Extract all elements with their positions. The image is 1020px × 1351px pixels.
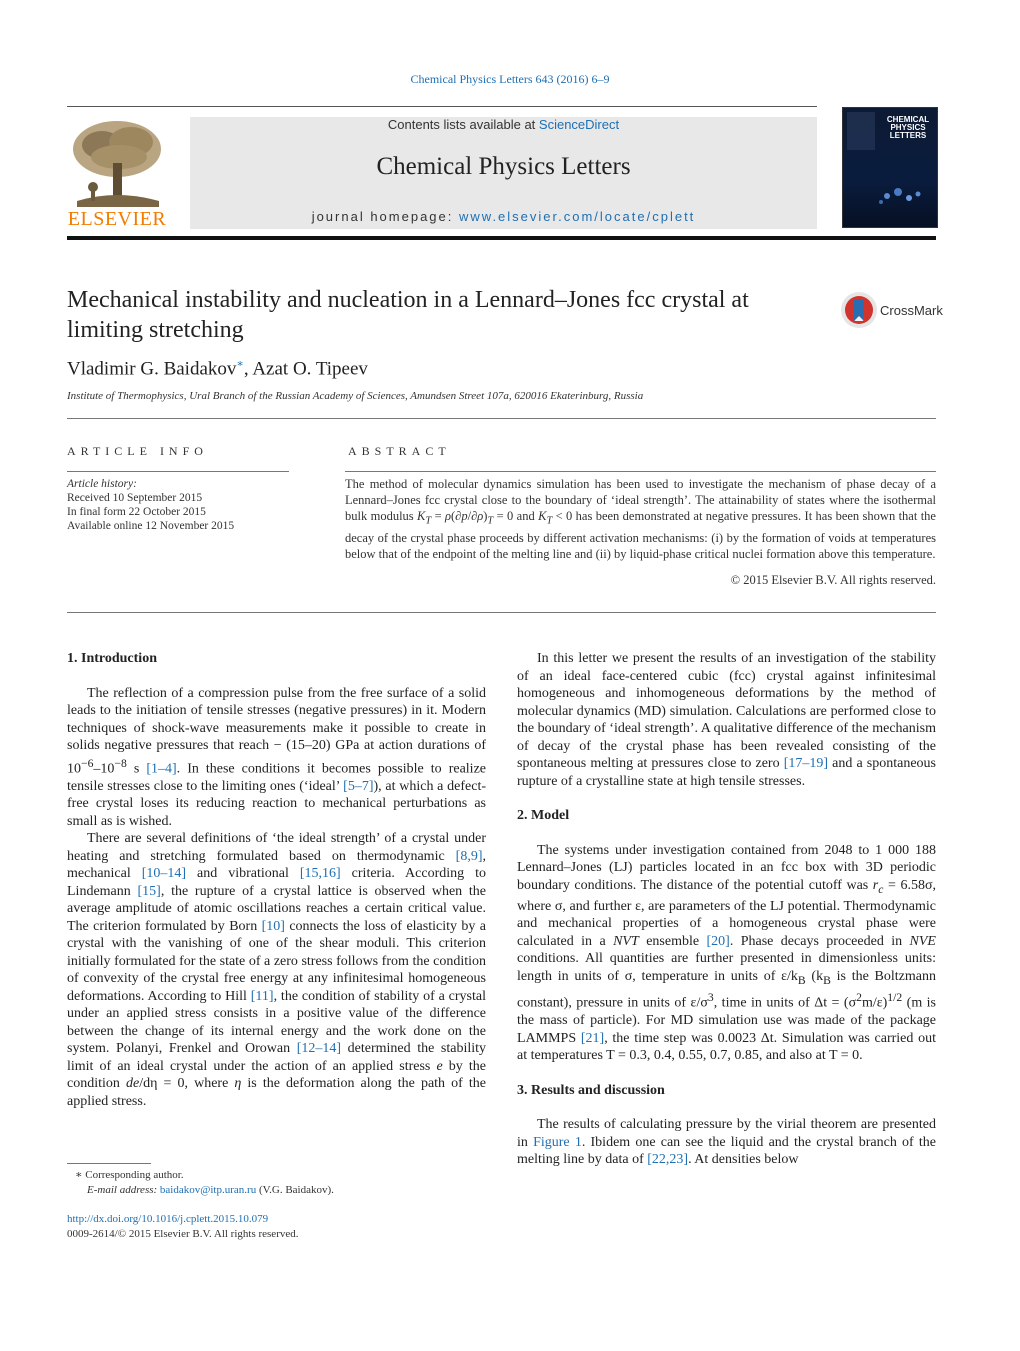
abstract-text: The method of molecular dynamics simulation has been used to investigate the mechanism of phase decay of a Lennard–Jones fcc crystal close to the boundary of ‘ideal strength’. The attainability of states where the isothermal bulk modulus $K_T = \rho(\partial p/\partial\rho)_T = 0$ and $K_T < 0$ has been demonstrated at negative pressures. It has been shown that the decay of the crystal phase proceeds by different activation mechanisms: (i) by the formation of voids at temperatures below that of the endpoint of the melting line and (ii) by liquid-phase critical nuclei formation above this temperature. xyxy=(345,477,936,561)
abstract-rule xyxy=(345,471,936,472)
crossmark-icon xyxy=(840,290,880,330)
email-label: E-mail address: xyxy=(87,1184,160,1196)
article-info-heading: ARTICLE INFO xyxy=(67,444,208,458)
issn-copyright: 0009-2614/© 2015 Elsevier B.V. All rights reserved. xyxy=(67,1228,299,1240)
article-title: Mechanical instability and nucleation in a Lennard–Jones fcc crystal at limiting stretching xyxy=(67,287,749,343)
citation-link[interactable]: [22,23] xyxy=(647,1152,689,1168)
history-label: Article history: xyxy=(67,478,137,490)
sciencedirect-link[interactable]: ScienceDirect xyxy=(538,117,620,132)
abstract-part: The method of molecular dynamics simulation has been used to investigate the mechanism of phase decay of a Lennard–Jones fcc crystal close to the boundary of ‘ideal strength’. The attainability of states where the isothermal bulk modulus xyxy=(345,477,936,523)
online-date: Available online 12 November 2015 xyxy=(67,520,235,532)
abstract-part: and xyxy=(513,509,539,523)
footnote-rule xyxy=(67,1163,151,1164)
publisher-name: ELSEVIER xyxy=(67,208,167,230)
article-info-rule xyxy=(67,471,289,472)
cover-title: CHEMICAL PHYSICS LETTERS xyxy=(886,115,930,140)
model-heading: 2. Model xyxy=(517,808,570,823)
doi-block xyxy=(67,1212,299,1242)
body-right-column xyxy=(517,650,936,1169)
final-form-date: In final form 22 October 2015 xyxy=(67,506,206,518)
citation-link[interactable]: [10–14] xyxy=(141,866,187,882)
introduction-heading: 1. Introduction xyxy=(67,651,157,666)
paragraph: There are several definitions of ‘the ideal strength’ of a crystal under heating and stretching formulated based on thermodynamic [8,9], mechanical [10–14] and vibrational [15,16] criteria. According to Lindemann [15], the rupture of a crystal lattice is observed when the average amplitude of atomic oscillations reaches a certain critical value. The criterion formulated by Born [10] connects the loss of elasticity by a crystal with the vanishing of one of the shear moduli. This criterion initially formulated for the state of a zero stress follows from the condition of convexity of the crystal free energy at any infinitesimal homogeneous deformations. According to Hill [11], the condition of stability of a crystal under an applied stress consists in a positive value of the difference between the change of its internal energy and the work done on the system. Polanyi, Frenkel and Orowan [12–14] determined the stability limit of an ideal crystal under the action of an applied stress e by the condition de/dη = 0, where η is the deformation along the path of the applied stress. xyxy=(67,831,487,1109)
header-rule-top xyxy=(67,106,817,107)
journal-homepage xyxy=(190,209,817,224)
author-list xyxy=(67,357,368,380)
citation-link[interactable]: [11] xyxy=(250,988,274,1004)
author-name[interactable]: Vladimir G. Baidakov xyxy=(67,358,237,380)
abstract-copyright: © 2015 Elsevier B.V. All rights reserved. xyxy=(730,573,936,587)
citation-link[interactable]: [21] xyxy=(580,1030,605,1046)
homepage-prefix: journal homepage: xyxy=(311,209,459,224)
received-date: Received 10 September 2015 xyxy=(67,492,203,504)
email-link[interactable]: baidakov@itp.uran.ru xyxy=(159,1184,257,1196)
results-heading: 3. Results and discussion xyxy=(517,1082,665,1098)
corresponding-author-mark[interactable]: ∗ xyxy=(236,358,244,370)
author-separator: , xyxy=(243,358,253,380)
crossmark-label[interactable]: CrossMark xyxy=(880,303,943,318)
figure-link[interactable]: Figure 1 xyxy=(533,1134,582,1150)
citation-link[interactable]: [15,16] xyxy=(299,866,341,882)
citation-link[interactable]: [17–19] xyxy=(783,756,829,771)
abstract-heading: ABSTRACT xyxy=(348,444,451,458)
footnote xyxy=(67,1168,334,1198)
citation-link[interactable]: [15] xyxy=(137,883,161,899)
journal-cover-thumbnail[interactable] xyxy=(842,107,938,228)
contents-prefix: Contents lists available at xyxy=(387,117,539,132)
citation-link[interactable]: [20] xyxy=(706,933,730,949)
paragraph: The systems under investigation contained from 2048 to 1 000 188 Lennard–Jones (LJ) particles located in an fcc box with 3D periodic boundary conditions. The distance of the potential cutoff was $r_c = 6.58\sigma$, where σ, and further ε, are parameters of the LJ potential. Thermodynamic and mechanical properties of a homogeneous crystal phase were calculated in a NVT ensemble [20]. Phase decays proceeded in NVE conditions. All quantities are further presented in dimensionless units: length in units of σ, temperature in units of $\varepsilon/k_B$ ($k_B$ is the Boltzmann constant), pressure in units of $\varepsilon/\sigma^3$, time in units of $\Delta t = (\sigma^2m/\varepsilon)^{1/2}$ (m is the mass of particle). For MD simulation use was made of the package LAMMPS [21], the time step was 0.0023 Δt. Simulation was carried out at temperatures T = 0.3, 0.4, 0.55, 0.7, 0.85, and also at T = 0. xyxy=(517,842,937,1064)
body-left-column xyxy=(67,650,486,1110)
footnote-text: Corresponding author. xyxy=(82,1169,184,1181)
doi-link[interactable]: http://dx.doi.org/10.1016/j.cplett.2015.10.079 xyxy=(67,1213,269,1225)
homepage-link[interactable]: www.elsevier.com/locate/cplett xyxy=(459,209,696,224)
paragraph: The results of calculating pressure by the virial theorem are presented in Figure 1. Ibidem one can see the liquid and the crystal branch of the melting line by data of [22,23]. At densities below xyxy=(517,1117,937,1168)
journal-reference-link[interactable]: Chemical Physics Letters 643 (2016) 6–9 xyxy=(410,72,610,86)
article-history xyxy=(67,477,234,533)
citation-link[interactable]: [12–14] xyxy=(296,1041,342,1057)
section-divider xyxy=(67,418,936,419)
affiliation: Institute of Thermophysics, Ural Branch of the Russian Academy of Sciences, Amundsen Street 107a, 620016 Ekaterinburg, Russia xyxy=(67,390,644,402)
paragraph: The reflection of a compression pulse from the free surface of a solid leads to the initiation of tensile stresses (negative pressures) in it. Modern techniques of shock-wave measurements make it possible to create in solids negative pressures that reach − (15–20) GPa at action durations of $10^{-6}-10^{-8}$ s [1–4]. In these conditions it becomes possible to realize tensile stresses close to the limiting ones (‘ideal’ [5–7]), at which a defect-free crystal loses its reducing reaction to mechanical perturbations as small as is wished. xyxy=(67,685,486,829)
citation-link[interactable]: [1–4] xyxy=(146,761,177,777)
footnote-mark: ∗ xyxy=(75,1169,83,1181)
contents-availability xyxy=(190,117,817,132)
paragraph: In this letter we present the results of an investigation of the stability of an ideal face-centered cubic (fcc) crystal against infinitesimal homogeneous and inhomogeneous deformations by the method of molecular dynamics (MD) simulation. Calculations are performed close to the boundary of ‘ideal strength’. A qualitative difference of the mechanism of decay of the crystal phase has been revealed consisting of the spontaneous melting at pressures close to zero [17–19] and a spontaneous rupture of a crystalline state at high tensile stresses. xyxy=(517,651,936,789)
header-rule-bottom xyxy=(67,236,936,240)
citation-link[interactable]: [5–7] xyxy=(343,778,374,794)
email-owner: (V.G. Baidakov). xyxy=(256,1184,334,1196)
citation-link[interactable]: [8,9] xyxy=(455,848,483,864)
abstract-part: has been demonstrated at negative pressures. It has been shown that the decay of the crystal phase proceeds by different activation mechanisms: (i) by the formation of voids at temperatures below that of the endpoint of the melting line and (ii) by liquid-phase critical nuclei formation above this temperature. xyxy=(345,509,936,561)
journal-title: Chemical Physics Letters xyxy=(376,153,631,180)
citation-link[interactable]: [10] xyxy=(261,918,285,934)
section-divider xyxy=(67,612,936,613)
author-name[interactable]: Azat O. Tipeev xyxy=(252,358,368,380)
